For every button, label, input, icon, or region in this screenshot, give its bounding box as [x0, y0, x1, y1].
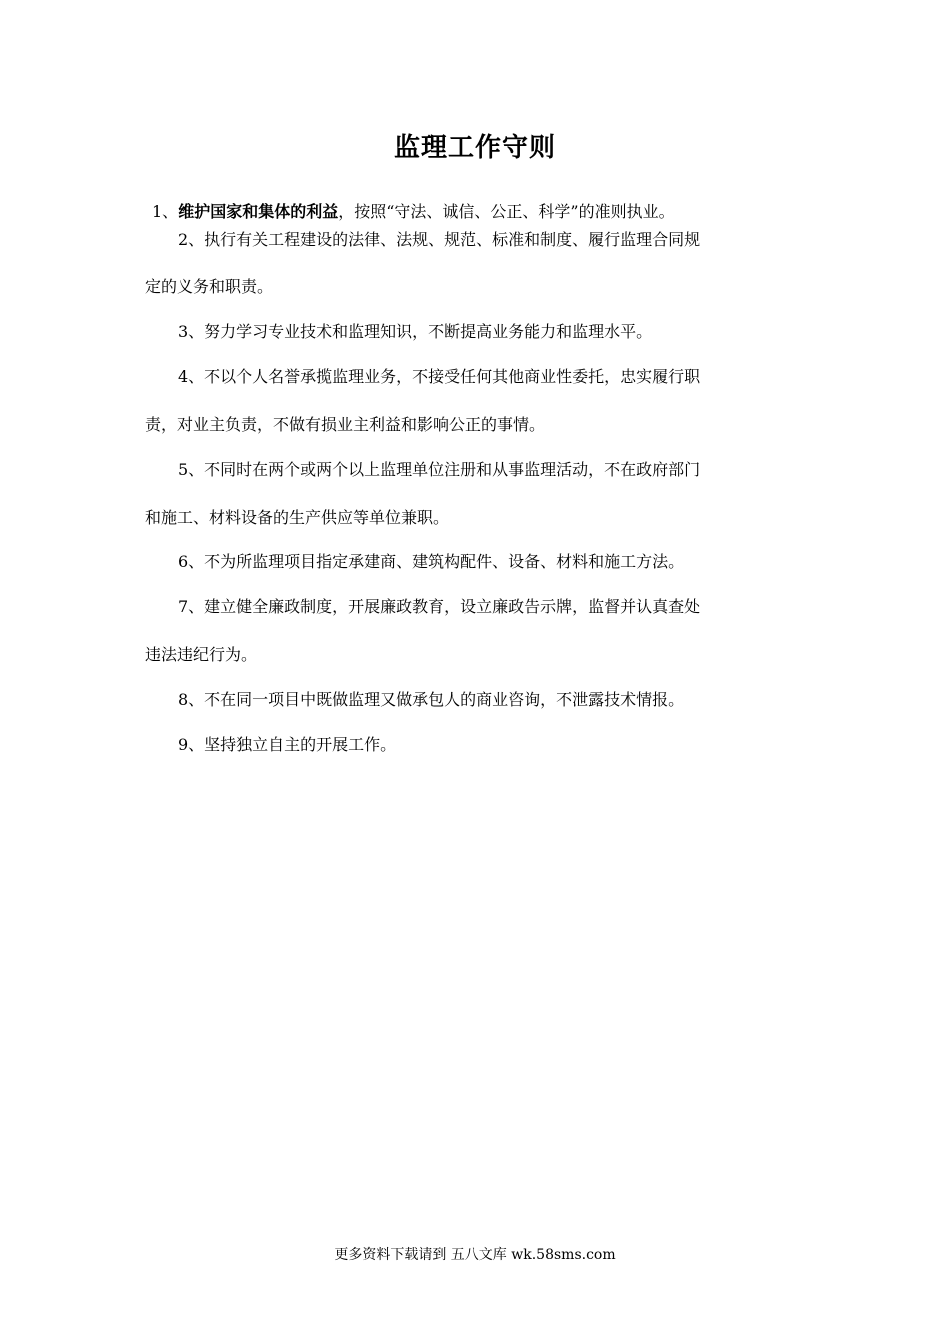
rule-item-4-line-2: 责，对业主负责，不做有损业主利益和影响公正的事情。 — [145, 415, 546, 434]
rule-item-7-line-1: 7、建立健全廉政制度，开展廉政教育，设立廉政告示牌，监督并认真查处 — [178, 597, 701, 616]
footer-link-text[interactable]: 更多资料下载请到 五八文库 wk.58sms.com — [334, 1247, 616, 1263]
document-title: 监理工作守则 — [393, 133, 556, 163]
rule-item-4-line-1: 4、不以个人名誉承揽监理业务，不接受任何其他商业性委托，忠实履行职 — [178, 367, 701, 386]
rule-text: ，按照“守法、诚信、公正、科学”的准则执业。 — [338, 202, 675, 221]
rule-item-2-line-2: 定的义务和职责。 — [145, 277, 274, 296]
rule-item-5-line-2: 和施工、材料设备的生产供应等单位兼职。 — [145, 508, 450, 527]
rule-item-2-line-1: 2、执行有关工程建设的法律、法规、规范、标准和制度、履行监理合同规 — [178, 230, 701, 249]
rule-item-1 — [152, 200, 675, 224]
rule-emphasis: 维护国家和集体的利益 — [178, 202, 339, 221]
rule-item-9: 9、坚持独立自主的开展工作。 — [178, 735, 397, 754]
rule-item-7-line-2: 违法违纪行为。 — [145, 645, 258, 664]
rule-item-3: 3、努力学习专业技术和监理知识，不断提高业务能力和监理水平。 — [178, 322, 653, 341]
rule-number: 1、 — [152, 202, 179, 221]
rule-item-8: 8、不在同一项目中既做监理又做承包人的商业咨询，不泄露技术情报。 — [178, 690, 685, 709]
rule-item-6: 6、不为所监理项目指定承建商、建筑构配件、设备、材料和施工方法。 — [178, 552, 685, 571]
rule-item-5-line-1: 5、不同时在两个或两个以上监理单位注册和从事监理活动，不在政府部门 — [178, 460, 701, 479]
